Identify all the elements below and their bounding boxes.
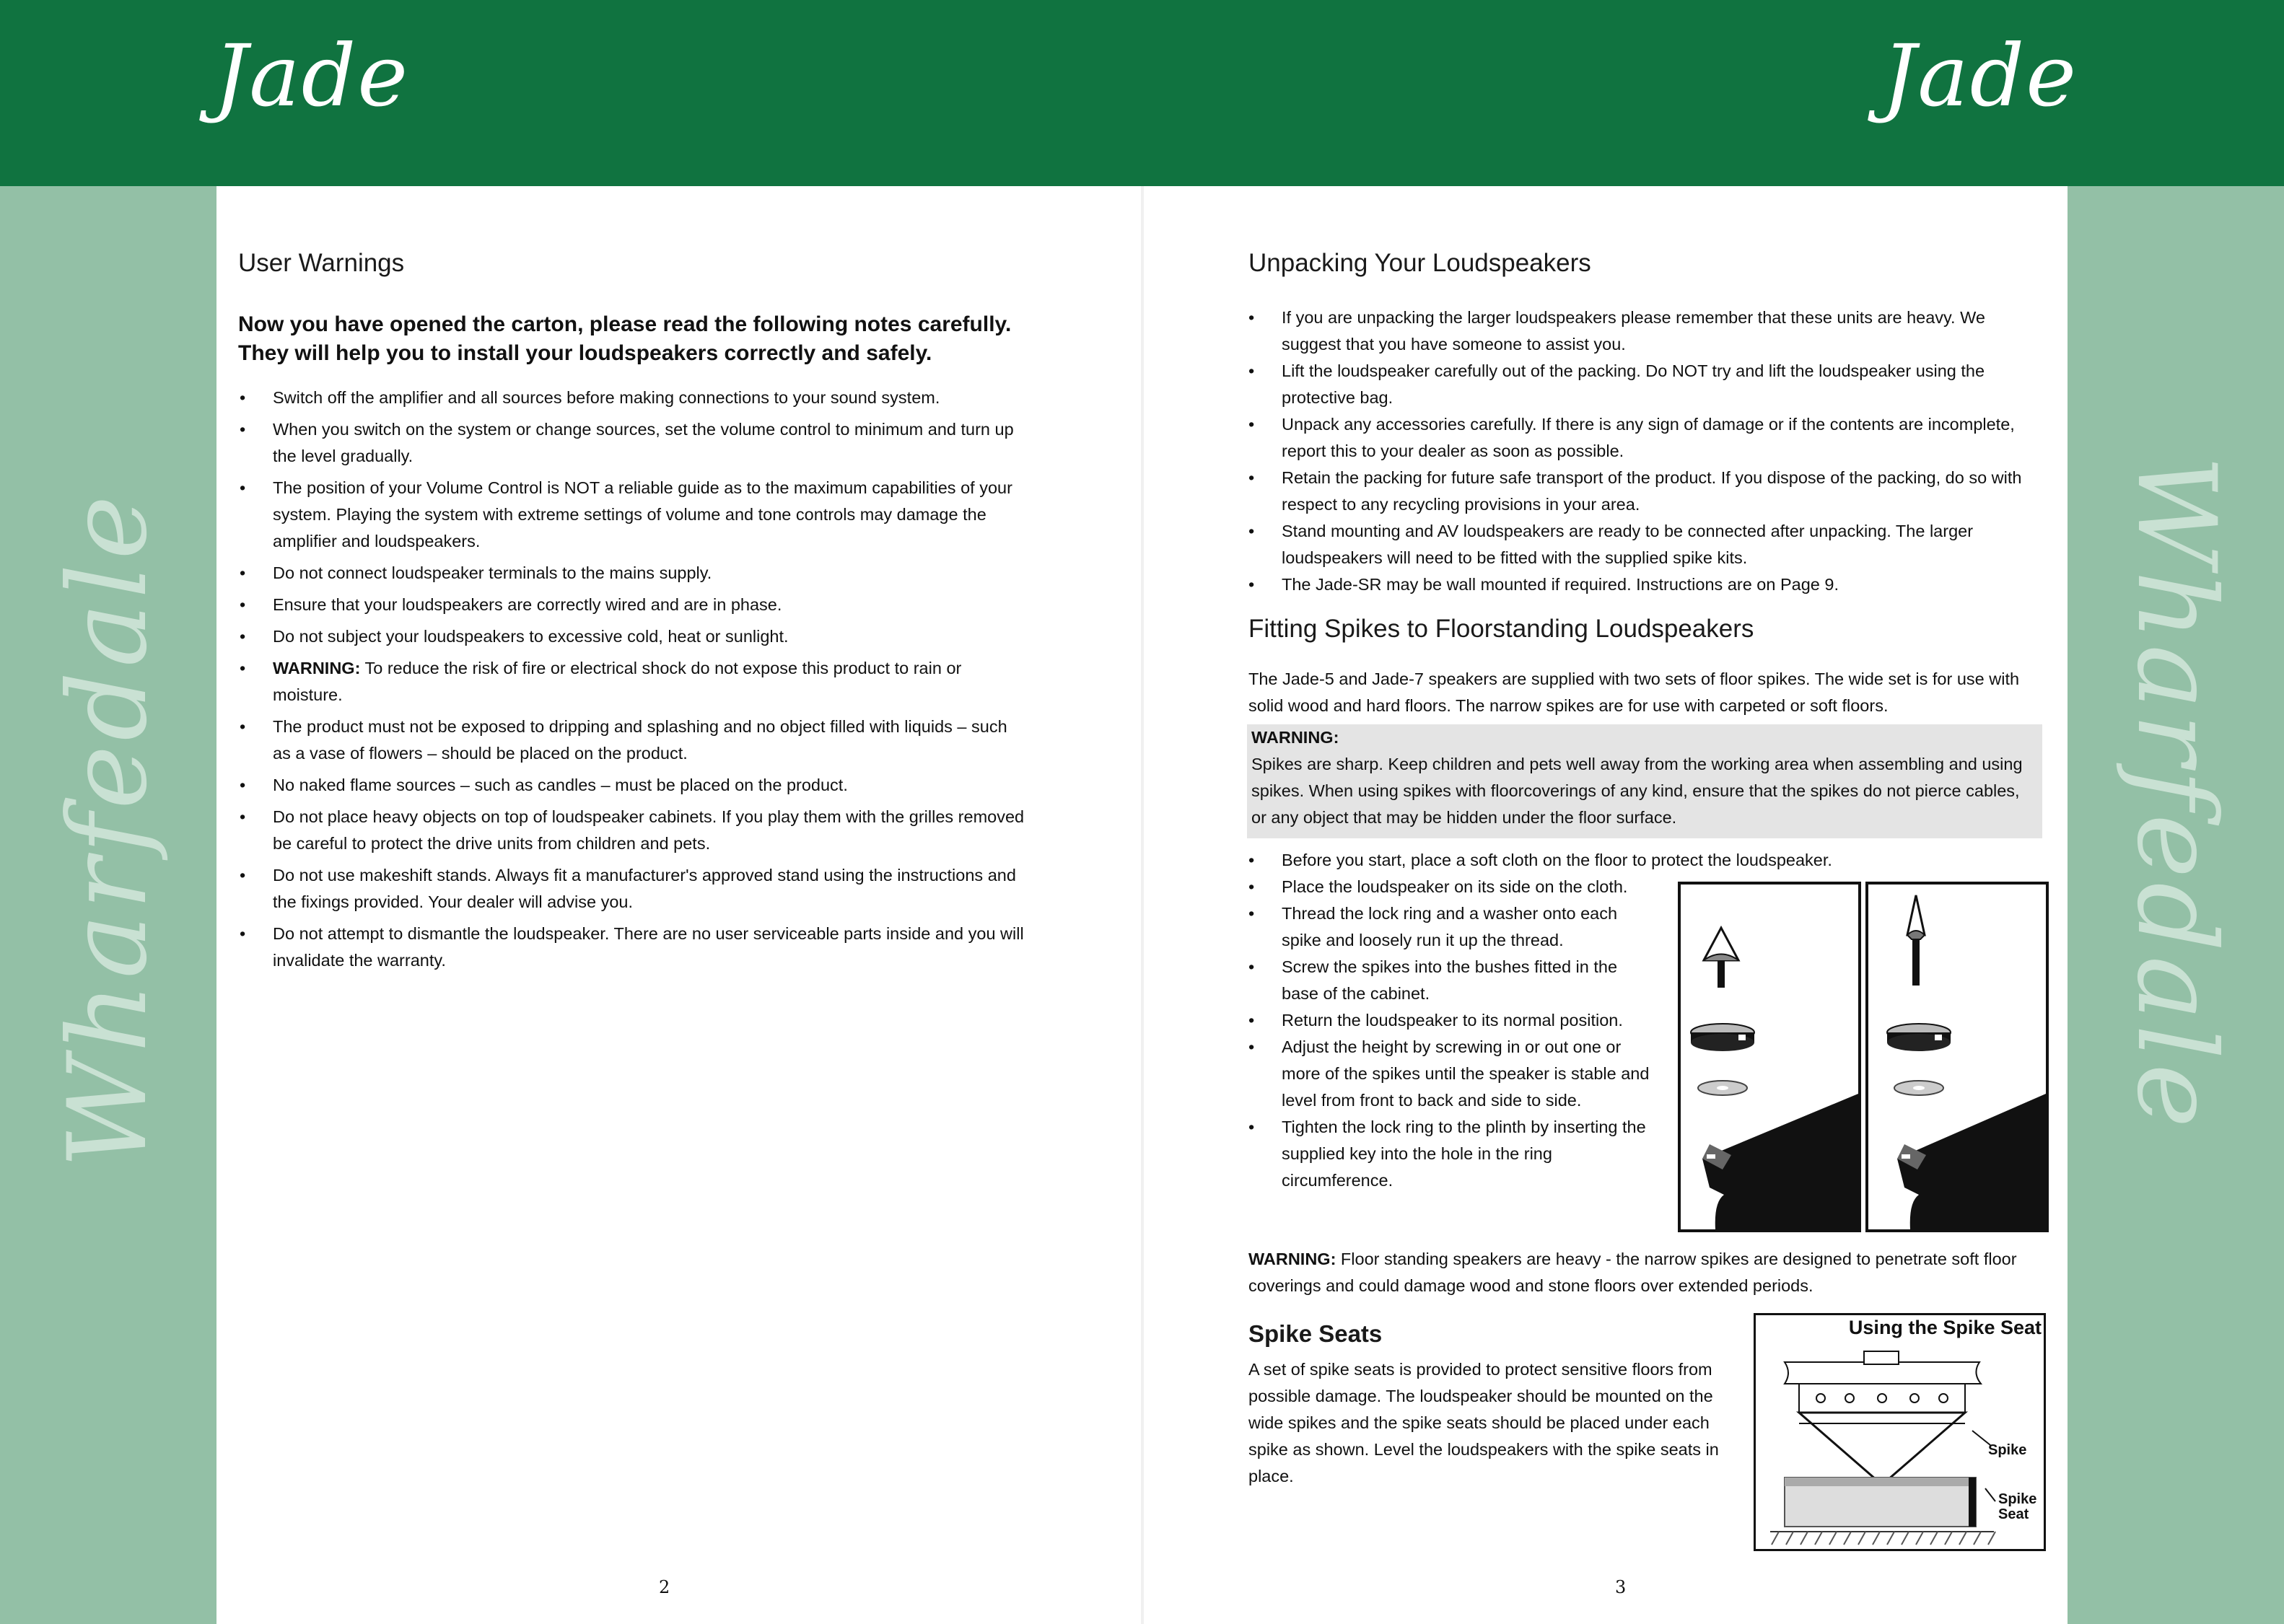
intro-text	[238, 310, 1068, 368]
list-item-text: No naked flame sources – such as candles – must be placed on the product.	[273, 776, 848, 794]
wide-spike-illustration	[1678, 882, 1861, 1232]
list-item	[238, 804, 1025, 857]
spike-seat-figure-title: Using the Spike Seat	[1848, 1317, 2042, 1338]
page-number-right: 3	[1615, 1577, 1627, 1597]
wharfedale-logo-right: Wharfedale	[2113, 455, 2239, 1133]
page-number-left: 2	[659, 1577, 670, 1597]
list-item-text: Switch off the amplifier and all sources before making connections to your sound system.	[273, 388, 940, 407]
list-item: • Return the loudspeaker to its normal position.	[1247, 1007, 1658, 1034]
list-item-text: Do not place heavy objects on top of loudspeaker cabinets. If you play them with the grilles removed be careful to protect the drive units from children and pets.	[273, 807, 1025, 853]
list-item: • Adjust the height by screwing in or out one or more of the spikes until the speaker is stable and level from front to back and side to side.	[1247, 1034, 1658, 1114]
list-item: • If you are unpacking the larger loudspeakers please remember that these units are heavy. We suggest that you have someone to assist you.	[1247, 304, 2042, 358]
floor-warning-text	[1248, 1246, 2044, 1299]
list-item	[238, 772, 1025, 799]
unpacking-title: Unpacking Your Loudspeakers	[1248, 249, 1591, 277]
narrow-spike-diagram	[1868, 885, 2046, 1229]
spike-seats-title: Spike Seats	[1248, 1320, 1383, 1347]
list-item	[238, 560, 1025, 587]
floor-warning-body: Floor standing speakers are heavy - the narrow spikes are designed to penetrate soft floor coverings and could damage wood and stone floors over extended periods.	[1248, 1250, 2017, 1295]
list-item: • Place the loudspeaker on its side on the cloth.	[1247, 874, 1658, 900]
narrow-spike-illustration	[1865, 882, 2049, 1232]
list-item: • Stand mounting and AV loudspeakers are ready to be connected after unpacking. The larger loudspeakers will need to be fitted with the supplied spike kits.	[1247, 518, 2042, 571]
wide-spike-diagram	[1681, 885, 1858, 1229]
list-item	[238, 385, 1025, 411]
user-warnings-title: User Warnings	[238, 249, 405, 277]
list-item	[238, 592, 1025, 618]
list-item	[238, 655, 1025, 708]
list-item-text: The product must not be exposed to dripping and splashing and no object filled with liquids – such as a vase of flowers – should be placed on the product.	[273, 717, 1007, 763]
list-item-text: Do not use makeshift stands. Always fit a manufacturer's approved stand using the instructions and the fixings provided. Your dealer will advise you.	[273, 866, 1016, 911]
list-item-text: The position of your Volume Control is NOT a reliable guide as to the maximum capabilities of your system. Playing the system with extreme settings of volume and tone controls may damage the amplifier and loudspeakers.	[273, 478, 1012, 550]
warning-box-text: Spikes are sharp. Keep children and pets well away from the working area when assembling and using spikes. When using spikes with floorcoverings of any kind, ensure that the spikes do not pierce cables, or any object that may be hidden under the floor surface.	[1251, 755, 2023, 827]
warning-box-title: WARNING:	[1251, 728, 1339, 747]
list-item	[238, 416, 1025, 470]
intro-line-1: Now you have opened the carton, please read the following notes carefully.	[238, 312, 1012, 336]
spike-warning-box	[1247, 724, 2042, 838]
intro-line-2: They will help you to install your loudspeakers correctly and safely.	[238, 341, 932, 365]
list-item: • Screw the spikes into the bushes fitted in the base of the cabinet.	[1247, 954, 1658, 1007]
user-warnings-list	[238, 385, 1025, 979]
list-item-text: Ensure that your loudspeakers are correctly wired and are in phase.	[273, 595, 782, 614]
jade-logo-left: Jade	[214, 26, 410, 126]
list-item-text: Do not connect loudspeaker terminals to the mains supply.	[273, 563, 712, 582]
spikes-intro-text: The Jade-5 and Jade-7 speakers are supplied with two sets of floor spikes. The wide set is for use with solid wood and hard floors. The narrow spikes are for use with carpeted or soft floors.	[1248, 670, 2020, 715]
spike-label: Spike	[1988, 1442, 2027, 1458]
spike-seat-label-line1: Spike	[1998, 1491, 2037, 1507]
list-item	[238, 862, 1025, 916]
list-item: • Thread the lock ring and a washer onto each spike and loosely run it up the thread.	[1247, 900, 1658, 954]
list-item	[238, 475, 1025, 555]
list-item: • Tighten the lock ring to the plinth by inserting the supplied key into the hole in the ring circumference.	[1247, 1114, 1658, 1194]
wharfedale-logo-left: Wharfedale	[45, 491, 171, 1169]
list-item: • Retain the packing for future safe transport of the product. If you dispose of the packing, do so with respect to any recycling provisions in your area.	[1247, 465, 2042, 518]
spike-seat-figure	[1754, 1313, 2046, 1551]
list-item: • The Jade-SR may be wall mounted if required. Instructions are on Page 9.	[1247, 571, 2042, 598]
list-item: • Lift the loudspeaker carefully out of the packing. Do NOT try and lift the loudspeaker using the protective bag.	[1247, 358, 2042, 411]
warning-label: WARNING:	[273, 659, 361, 677]
spike-seat-label-line2: Seat	[1998, 1506, 2029, 1522]
warning-label: WARNING:	[1248, 1250, 1336, 1268]
page-spine	[1141, 186, 1144, 1624]
list-item-text: When you switch on the system or change sources, set the volume control to minimum and turn up the level gradually.	[273, 420, 1014, 465]
list-item-text: To reduce the risk of fire or electrical shock do not expose this product to rain or moisture.	[273, 659, 962, 704]
jade-logo-right: Jade	[1882, 26, 2078, 126]
header-band	[0, 0, 2284, 186]
spike-steps-list	[1247, 847, 1832, 1194]
list-item	[238, 714, 1025, 767]
list-item: • Before you start, place a soft cloth on the floor to protect the loudspeaker.	[1247, 847, 2041, 874]
list-item	[238, 921, 1025, 974]
fitting-spikes-title: Fitting Spikes to Floorstanding Loudspeakers	[1248, 615, 1754, 643]
list-item: • Unpack any accessories carefully. If there is any sign of damage or if the contents are incomplete, report this to your dealer as soon as possible.	[1247, 411, 2042, 465]
spike-seats-text: A set of spike seats is provided to protect sensitive floors from possible damage. The loudspeaker should be mounted on the wide spikes and the spike seats should be placed under each spike as shown. Level the loudspeakers with the spike seats in place.	[1248, 1360, 1719, 1485]
list-item-text: Do not attempt to dismantle the loudspeaker. There are no user serviceable parts inside and you will invalidate the warranty.	[273, 924, 1024, 970]
list-item	[238, 623, 1025, 650]
unpacking-list	[1247, 304, 2042, 598]
list-item-text: Do not subject your loudspeakers to excessive cold, heat or sunlight.	[273, 627, 789, 646]
